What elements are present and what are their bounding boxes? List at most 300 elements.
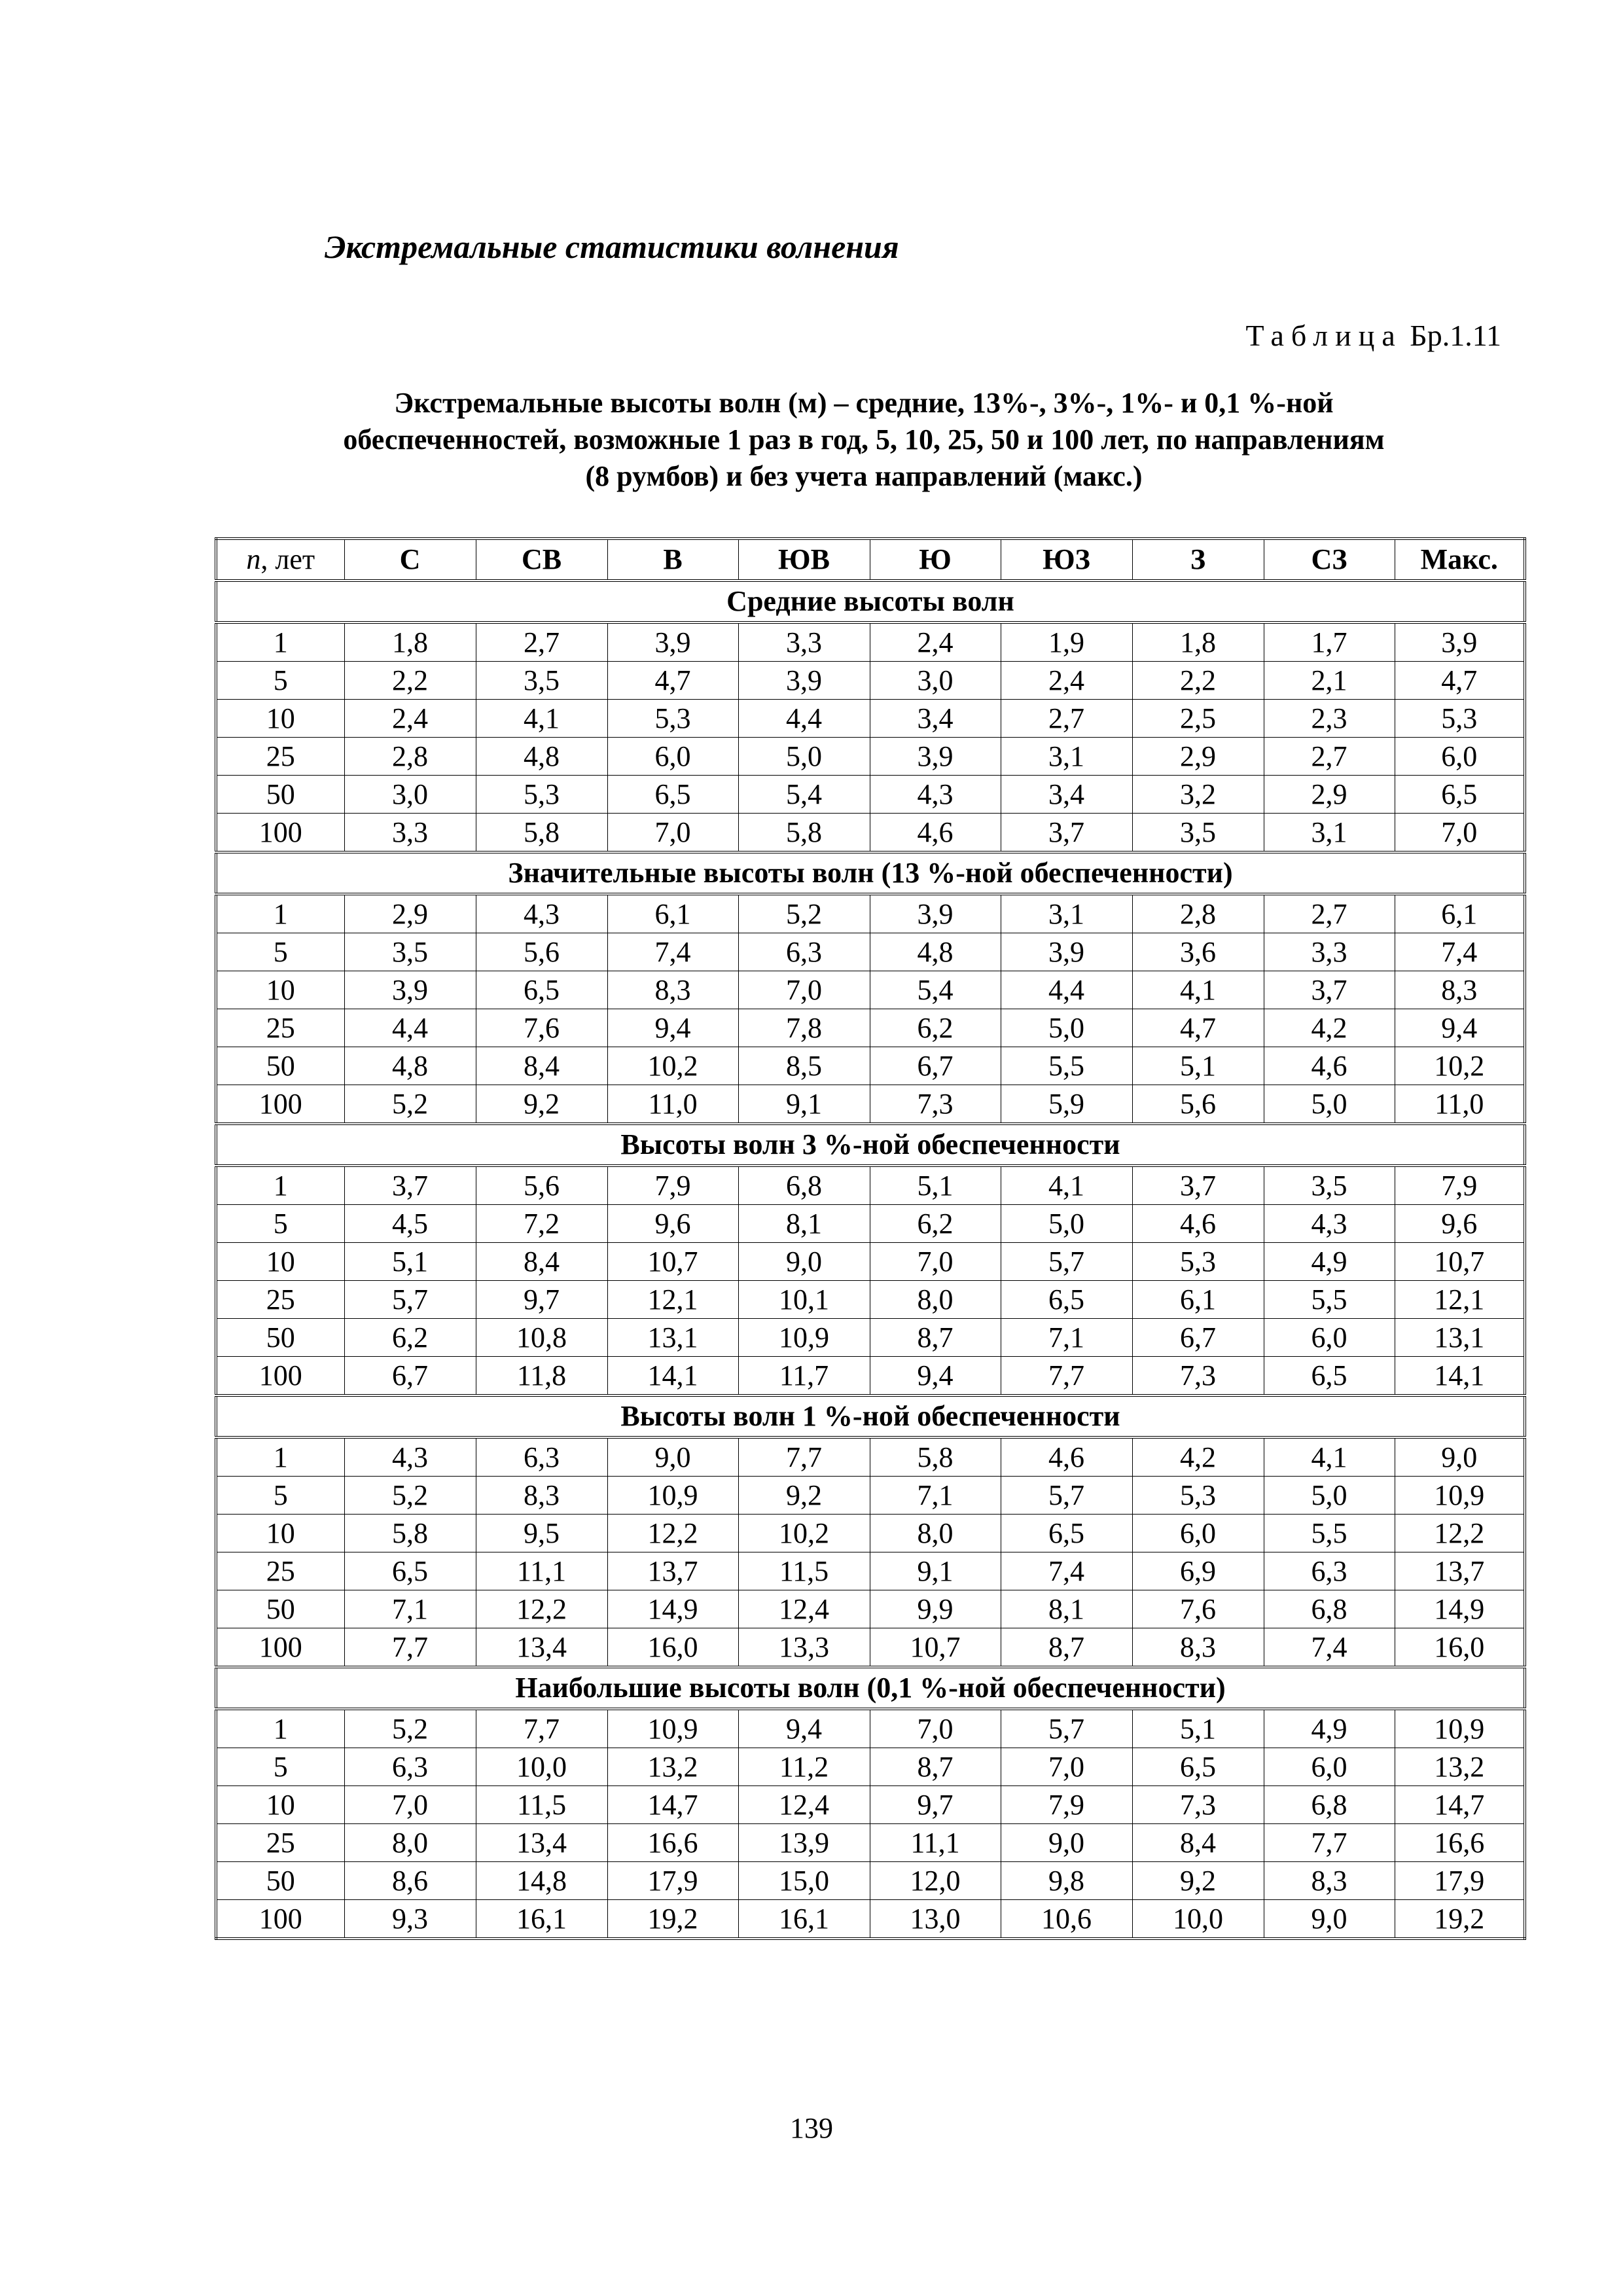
table-cell: 9,5 (476, 1515, 607, 1552)
table-cell: 2,9 (1132, 738, 1264, 776)
table-cell: 7,7 (1264, 1824, 1395, 1862)
table-cell: 4,1 (476, 700, 607, 738)
caption-line: (8 румбов) и без учета направлений (макс.) (585, 460, 1143, 492)
table-row (216, 700, 1525, 738)
group-title: Высоты волн 3 %-ной обеспеченности (216, 1124, 1525, 1166)
table-cell: 14,7 (607, 1786, 738, 1824)
row-years-cell: 100 (216, 1357, 344, 1396)
table-cell: 8,0 (344, 1824, 476, 1862)
table-cell: 17,9 (1395, 1862, 1525, 1900)
table-cell: 5,3 (1395, 700, 1525, 738)
table-cell: 5,9 (1001, 1085, 1132, 1124)
table-cell: 10,7 (607, 1243, 738, 1281)
table-cell: 3,7 (1264, 971, 1395, 1009)
table-cell: 3,0 (870, 662, 1001, 700)
table-cell: 3,9 (607, 622, 738, 662)
table-row (216, 1862, 1525, 1900)
table-cell: 4,3 (344, 1437, 476, 1477)
table-cell: 10,0 (476, 1748, 607, 1786)
table-cell: 3,1 (1264, 814, 1395, 853)
table-cell: 5,5 (1264, 1281, 1395, 1319)
table-cell: 10,1 (738, 1281, 870, 1319)
table-cell: 3,7 (344, 1166, 476, 1205)
row-years-cell: 10 (216, 700, 344, 738)
table-cell: 5,0 (1001, 1009, 1132, 1047)
table-cell: 8,1 (738, 1205, 870, 1243)
table-cell: 16,1 (476, 1900, 607, 1939)
table-cell: 3,6 (1132, 933, 1264, 971)
table-cell: 8,6 (344, 1862, 476, 1900)
table-cell: 16,1 (738, 1900, 870, 1939)
table-cell: 5,0 (1001, 1205, 1132, 1243)
table-cell: 6,0 (1264, 1319, 1395, 1357)
row-years-cell: 1 (216, 1437, 344, 1477)
table-cell: 3,9 (870, 894, 1001, 933)
table-cell: 5,7 (1001, 1709, 1132, 1748)
table-cell: 2,2 (344, 662, 476, 700)
table-cell: 2,9 (1264, 776, 1395, 814)
table-cell: 4,1 (1001, 1166, 1132, 1205)
table-cell: 6,2 (870, 1009, 1001, 1047)
table-cell: 8,3 (476, 1477, 607, 1515)
table-cell: 8,4 (1132, 1824, 1264, 1862)
table-cell: 5,8 (344, 1515, 476, 1552)
section-title: Экстремальные статистики волнения (325, 228, 899, 265)
table-cell: 13,4 (476, 1628, 607, 1668)
table-cell: 2,7 (1264, 894, 1395, 933)
table-cell: 7,7 (476, 1709, 607, 1748)
table-cell: 9,4 (1395, 1009, 1525, 1047)
table-row (216, 1166, 1525, 1205)
table-cell: 7,6 (476, 1009, 607, 1047)
header-cell: ЮВ (738, 539, 870, 581)
table-row (216, 1281, 1525, 1319)
table-cell: 14,1 (607, 1357, 738, 1396)
table-cell: 2,8 (1132, 894, 1264, 933)
table-cell: 5,6 (1132, 1085, 1264, 1124)
table-cell: 16,6 (607, 1824, 738, 1862)
table-cell: 6,1 (607, 894, 738, 933)
header-cell: Ю (870, 539, 1001, 581)
table-cell: 11,1 (476, 1552, 607, 1590)
table-cell: 13,3 (738, 1628, 870, 1668)
table-cell: 7,1 (1001, 1319, 1132, 1357)
table-cell: 5,6 (476, 1166, 607, 1205)
table-cell: 3,9 (344, 971, 476, 1009)
table-cell: 5,2 (738, 894, 870, 933)
header-n: n (246, 543, 261, 575)
row-years-cell: 25 (216, 1552, 344, 1590)
table-cell: 5,2 (344, 1709, 476, 1748)
header-row (216, 539, 1525, 581)
table-row (216, 1748, 1525, 1786)
table-cell: 9,1 (738, 1085, 870, 1124)
table-cell: 9,0 (1001, 1824, 1132, 1862)
table-cell: 9,4 (738, 1709, 870, 1748)
row-years-cell: 100 (216, 1900, 344, 1939)
group-title: Средние высоты волн (216, 581, 1525, 622)
table-cell: 12,0 (870, 1862, 1001, 1900)
table-cell: 7,1 (870, 1477, 1001, 1515)
table-label (1246, 318, 1501, 353)
table-cell: 13,1 (1395, 1319, 1525, 1357)
table-cell: 9,8 (1001, 1862, 1132, 1900)
header-cell: Макс. (1395, 539, 1525, 581)
table-cell: 10,8 (476, 1319, 607, 1357)
table-cell: 7,8 (738, 1009, 870, 1047)
table-cell: 5,8 (870, 1437, 1001, 1477)
table-cell: 7,0 (607, 814, 738, 853)
table-cell: 7,0 (870, 1709, 1001, 1748)
table-cell: 8,3 (1132, 1628, 1264, 1668)
group-header-row (216, 1124, 1525, 1166)
table-row (216, 1437, 1525, 1477)
table-cell: 4,3 (476, 894, 607, 933)
table-cell: 9,4 (870, 1357, 1001, 1396)
table-cell: 5,8 (476, 814, 607, 853)
table-cell: 3,9 (738, 662, 870, 700)
row-years-cell: 1 (216, 1709, 344, 1748)
table-row (216, 1590, 1525, 1628)
table-cell: 14,9 (607, 1590, 738, 1628)
group-header-row (216, 852, 1525, 894)
table-cell: 7,6 (1132, 1590, 1264, 1628)
table-cell: 12,4 (738, 1590, 870, 1628)
group-header-row (216, 581, 1525, 622)
table-cell: 10,2 (1395, 1047, 1525, 1085)
table-cell: 5,2 (344, 1477, 476, 1515)
table-cell: 15,0 (738, 1862, 870, 1900)
table-cell: 9,0 (1264, 1900, 1395, 1939)
table-cell: 19,2 (607, 1900, 738, 1939)
row-years-cell: 5 (216, 1205, 344, 1243)
table-cell: 13,4 (476, 1824, 607, 1862)
row-years-cell: 1 (216, 622, 344, 662)
table-cell: 16,0 (607, 1628, 738, 1668)
table-row (216, 971, 1525, 1009)
table-cell: 6,5 (344, 1552, 476, 1590)
table-cell: 11,0 (607, 1085, 738, 1124)
table-cell: 4,8 (476, 738, 607, 776)
header-cell: СВ (476, 539, 607, 581)
table-cell: 12,2 (607, 1515, 738, 1552)
table-cell: 3,2 (1132, 776, 1264, 814)
table-cell: 7,4 (1395, 933, 1525, 971)
table-cell: 13,9 (738, 1824, 870, 1862)
row-years-cell: 25 (216, 738, 344, 776)
table-cell: 6,3 (344, 1748, 476, 1786)
row-years-cell: 1 (216, 1166, 344, 1205)
table-cell: 7,7 (1001, 1357, 1132, 1396)
table-cell: 6,5 (1132, 1748, 1264, 1786)
table-row (216, 662, 1525, 700)
table-cell: 8,0 (870, 1515, 1001, 1552)
table-cell: 8,3 (607, 971, 738, 1009)
table-cell: 6,8 (738, 1166, 870, 1205)
caption-line: Экстремальные высоты волн (м) – средние, 13%-, 3%-, 1%- и 0,1 %-ной (394, 387, 1334, 419)
table-cell: 14,9 (1395, 1590, 1525, 1628)
table-caption (216, 385, 1512, 495)
table-cell: 2,1 (1264, 662, 1395, 700)
table-cell: 5,3 (476, 776, 607, 814)
row-years-cell: 10 (216, 971, 344, 1009)
table-cell: 3,5 (344, 933, 476, 971)
table-cell: 2,8 (344, 738, 476, 776)
table-cell: 2,4 (870, 622, 1001, 662)
row-years-cell: 100 (216, 1628, 344, 1668)
table-cell: 8,0 (870, 1281, 1001, 1319)
table-cell: 8,1 (1001, 1590, 1132, 1628)
header-years-unit: , лет (260, 543, 315, 575)
table-cell: 2,7 (1001, 700, 1132, 738)
table-cell: 8,4 (476, 1243, 607, 1281)
table-cell: 9,6 (607, 1205, 738, 1243)
table-cell: 13,7 (1395, 1552, 1525, 1590)
table-cell: 3,5 (1264, 1166, 1395, 1205)
row-years-cell: 50 (216, 1590, 344, 1628)
row-years-cell: 50 (216, 1319, 344, 1357)
row-years-cell: 100 (216, 814, 344, 853)
table-cell: 3,1 (1001, 738, 1132, 776)
table-cell: 7,0 (1001, 1748, 1132, 1786)
table-cell: 7,0 (1395, 814, 1525, 853)
table-cell: 11,5 (476, 1786, 607, 1824)
header-cell: В (607, 539, 738, 581)
table-cell: 10,6 (1001, 1900, 1132, 1939)
table-cell: 16,0 (1395, 1628, 1525, 1668)
table-cell: 5,0 (738, 738, 870, 776)
table-cell: 10,7 (1395, 1243, 1525, 1281)
table-cell: 5,5 (1264, 1515, 1395, 1552)
table-row (216, 1515, 1525, 1552)
header-cell: СЗ (1264, 539, 1395, 581)
table-row (216, 738, 1525, 776)
table-cell: 10,9 (607, 1709, 738, 1748)
table-cell: 13,0 (870, 1900, 1001, 1939)
table-row (216, 894, 1525, 933)
table-cell: 11,1 (870, 1824, 1001, 1862)
table-cell: 4,6 (1264, 1047, 1395, 1085)
table-cell: 1,8 (344, 622, 476, 662)
table-cell: 5,8 (738, 814, 870, 853)
table-cell: 1,9 (1001, 622, 1132, 662)
table-cell: 7,3 (1132, 1357, 1264, 1396)
table-cell: 6,3 (1264, 1552, 1395, 1590)
table-cell: 2,9 (344, 894, 476, 933)
table-cell: 7,7 (738, 1437, 870, 1477)
table-cell: 6,5 (1395, 776, 1525, 814)
table-cell: 9,6 (1395, 1205, 1525, 1243)
table-cell: 6,0 (1132, 1515, 1264, 1552)
page-number: 139 (790, 2112, 833, 2144)
table-cell: 6,7 (1132, 1319, 1264, 1357)
table-cell: 10,2 (607, 1047, 738, 1085)
table-cell: 4,2 (1264, 1009, 1395, 1047)
table-row (216, 1205, 1525, 1243)
table-cell: 4,6 (1001, 1437, 1132, 1477)
table-cell: 4,8 (344, 1047, 476, 1085)
table-cell: 5,1 (1132, 1047, 1264, 1085)
table-cell: 12,1 (1395, 1281, 1525, 1319)
table-row (216, 1009, 1525, 1047)
table-cell: 4,6 (1132, 1205, 1264, 1243)
table-cell: 4,5 (344, 1205, 476, 1243)
table-cell: 8,5 (738, 1047, 870, 1085)
table-cell: 9,9 (870, 1590, 1001, 1628)
table-cell: 3,0 (344, 776, 476, 814)
table-cell: 14,8 (476, 1862, 607, 1900)
table-cell: 3,5 (1132, 814, 1264, 853)
table-cell: 11,0 (1395, 1085, 1525, 1124)
table-row (216, 1900, 1525, 1939)
table-cell: 2,3 (1264, 700, 1395, 738)
table-cell: 3,7 (1132, 1166, 1264, 1205)
table-cell: 6,2 (344, 1319, 476, 1357)
table-cell: 7,0 (738, 971, 870, 1009)
table-cell: 8,7 (870, 1319, 1001, 1357)
table-cell: 9,7 (870, 1786, 1001, 1824)
table-cell: 4,3 (870, 776, 1001, 814)
table-cell: 4,7 (1395, 662, 1525, 700)
row-years-cell: 10 (216, 1786, 344, 1824)
row-years-cell: 10 (216, 1243, 344, 1281)
table-cell: 6,5 (1264, 1357, 1395, 1396)
table-row (216, 814, 1525, 853)
table-cell: 6,0 (607, 738, 738, 776)
header-cell: С (344, 539, 476, 581)
table-cell: 5,1 (344, 1243, 476, 1281)
table-cell: 10,9 (1395, 1477, 1525, 1515)
table-row (216, 1824, 1525, 1862)
table-cell: 3,4 (1001, 776, 1132, 814)
table-cell: 3,7 (1001, 814, 1132, 853)
table-cell: 6,5 (1001, 1515, 1132, 1552)
table-cell: 7,3 (870, 1085, 1001, 1124)
header-cell: З (1132, 539, 1264, 581)
table-cell: 6,7 (870, 1047, 1001, 1085)
table-cell: 10,7 (870, 1628, 1001, 1668)
table-cell: 4,9 (1264, 1243, 1395, 1281)
row-years-cell: 5 (216, 1748, 344, 1786)
table-row (216, 1786, 1525, 1824)
table-cell: 1,8 (1132, 622, 1264, 662)
table-cell: 7,3 (1132, 1786, 1264, 1824)
table-cell: 3,3 (1264, 933, 1395, 971)
table-cell: 4,4 (344, 1009, 476, 1047)
table-cell: 9,0 (607, 1437, 738, 1477)
table-cell: 14,7 (1395, 1786, 1525, 1824)
table-cell: 9,2 (1132, 1862, 1264, 1900)
table-cell: 11,7 (738, 1357, 870, 1396)
table-cell: 10,0 (1132, 1900, 1264, 1939)
group-header-row (216, 1395, 1525, 1437)
row-years-cell: 10 (216, 1515, 344, 1552)
table-cell: 8,7 (1001, 1628, 1132, 1668)
table-cell: 12,2 (1395, 1515, 1525, 1552)
table-cell: 4,1 (1132, 971, 1264, 1009)
table-cell: 4,8 (870, 933, 1001, 971)
table-cell: 4,1 (1264, 1437, 1395, 1477)
table-cell: 10,9 (607, 1477, 738, 1515)
table-cell: 5,7 (1001, 1477, 1132, 1515)
table-cell: 6,8 (1264, 1786, 1395, 1824)
table-row (216, 1085, 1525, 1124)
table-cell: 7,1 (344, 1590, 476, 1628)
table-cell: 9,2 (476, 1085, 607, 1124)
table-cell: 5,5 (1001, 1047, 1132, 1085)
table-cell: 2,2 (1132, 662, 1264, 700)
table-body (216, 581, 1525, 1939)
row-years-cell: 50 (216, 1047, 344, 1085)
row-years-cell: 1 (216, 894, 344, 933)
table-cell: 4,7 (607, 662, 738, 700)
table-cell: 9,7 (476, 1281, 607, 1319)
table-row (216, 1477, 1525, 1515)
table-cell: 2,4 (1001, 662, 1132, 700)
table-cell: 5,1 (870, 1166, 1001, 1205)
table-cell: 8,4 (476, 1047, 607, 1085)
table-cell: 7,4 (1264, 1628, 1395, 1668)
table-cell: 2,7 (1264, 738, 1395, 776)
table-cell: 3,3 (738, 622, 870, 662)
table-cell: 10,9 (738, 1319, 870, 1357)
table-cell: 1,7 (1264, 622, 1395, 662)
table-cell: 8,3 (1395, 971, 1525, 1009)
group-header-row (216, 1667, 1525, 1709)
header-cell-years (216, 539, 344, 581)
caption-line: обеспеченностей, возможные 1 раз в год, 5, 10, 25, 50 и 100 лет, по направлениям (343, 423, 1385, 456)
table-cell: 6,1 (1395, 894, 1525, 933)
table-cell: 10,9 (1395, 1709, 1525, 1748)
table-cell: 11,5 (738, 1552, 870, 1590)
table-cell: 7,0 (870, 1243, 1001, 1281)
table-cell: 13,2 (1395, 1748, 1525, 1786)
table-cell: 13,7 (607, 1552, 738, 1590)
table-cell: 7,7 (344, 1628, 476, 1668)
table-cell: 5,4 (738, 776, 870, 814)
table-row (216, 1628, 1525, 1668)
header-cell: ЮЗ (1001, 539, 1132, 581)
table-cell: 7,4 (607, 933, 738, 971)
table-cell: 6,5 (476, 971, 607, 1009)
table-label-id: Бр.1.11 (1410, 319, 1501, 352)
table-cell: 7,4 (1001, 1552, 1132, 1590)
table-cell: 3,9 (1395, 622, 1525, 662)
table-row (216, 1709, 1525, 1748)
table-cell: 6,5 (607, 776, 738, 814)
table-cell: 5,3 (1132, 1243, 1264, 1281)
table-cell: 11,2 (738, 1748, 870, 1786)
table-cell: 4,4 (738, 700, 870, 738)
table-row (216, 933, 1525, 971)
table-cell: 5,0 (1264, 1477, 1395, 1515)
table-cell: 5,1 (1132, 1709, 1264, 1748)
table-cell: 6,5 (1001, 1281, 1132, 1319)
table-cell: 8,3 (1264, 1862, 1395, 1900)
table-cell: 7,9 (1001, 1786, 1132, 1824)
table-cell: 6,3 (476, 1437, 607, 1477)
table-cell: 5,4 (870, 971, 1001, 1009)
group-title: Значительные высоты волн (13 %-ной обеспеченности) (216, 852, 1525, 894)
table-cell: 4,7 (1132, 1009, 1264, 1047)
table-cell: 7,0 (344, 1786, 476, 1824)
table-cell: 6,0 (1264, 1748, 1395, 1786)
row-years-cell: 25 (216, 1281, 344, 1319)
table-row (216, 1243, 1525, 1281)
table-cell: 2,7 (476, 622, 607, 662)
table-cell: 5,3 (607, 700, 738, 738)
table-cell: 11,8 (476, 1357, 607, 1396)
